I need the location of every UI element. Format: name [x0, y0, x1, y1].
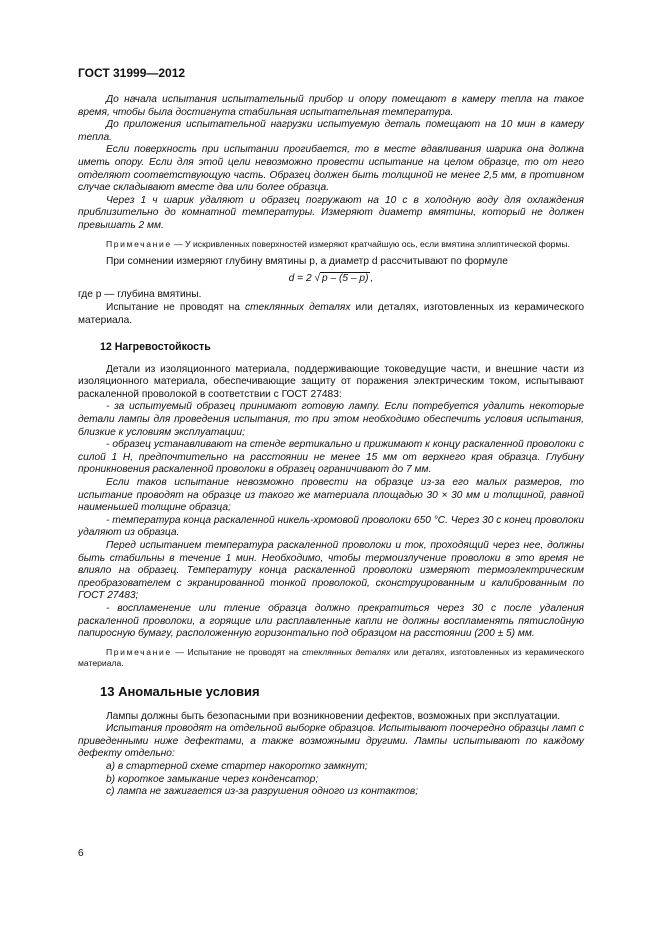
- text-run: Испытание не проводят на: [106, 301, 245, 313]
- paragraph: Детали из изоляционного материала, поддерживающие токоведущие части, и внешние части из изоляционного материала, обеспечивающие защиту от поражения электрическим током, испытывают раскаленной проволокой в соответствии с ГОСТ 27483:: [78, 363, 584, 400]
- formula-tail: ,: [370, 272, 374, 284]
- paragraph: Испытания проводят на отдельной выборке образцов. Испытывают поочередно образцы ламп с приведенными ниже дефектами, а также возможными другими. Лампы испытывают по каждому дефекту отдельно:: [78, 723, 584, 760]
- paragraph: где р — глубина вмятины.: [78, 289, 202, 301]
- note: [78, 647, 584, 670]
- paragraph: Лампы должны быть безопасными при возникновении дефектов, возможных при эксплуатации.: [106, 710, 561, 722]
- formula-lhs: d = 2: [288, 272, 312, 284]
- note-text: — У искривленных поверхностей измеряют кратчайшую ось, если вмятина эллиптической формы.: [174, 238, 570, 249]
- note-label: Примечание: [106, 646, 172, 657]
- section-heading: 12 Нагревостойкость: [100, 341, 211, 354]
- list-item: c) лампа не зажигается из-за разрушения одного из контактов;: [106, 786, 419, 798]
- list-item: - образец устанавливают на стенде вертикально и прижимают к концу раскаленной проволоки с силой 1 Н, предпочтительно на расстоянии не менее 15 мм от верхнего края образца. Глубину проникновения раскаленной проволоки в образец ограничивают до 7 мм.: [78, 439, 584, 476]
- text-run: стеклянных деталях: [244, 301, 351, 313]
- document-header: ГОСТ 31999—2012: [78, 66, 186, 80]
- list-item: - за испытуемый образец принимают готовую лампу. Если потребуется удалить некоторые детали лампы для проведения испытания, то при этом необходимо обеспечить условия испытания, близкие к условиям эксплуатации;: [78, 401, 584, 438]
- section-heading: 13 Аномальные условия: [100, 683, 260, 699]
- paragraph: Если поверхность при испытании прогибается, то в месте вдавливания шарика она должна иметь опору. Если для этой цели невозможно провести испытание на целом образце, то от него отделяют соответствующую часть. Образец должен быть толщиной не менее 2,5 мм, в противном случае складывают вместе два или более образца.: [78, 144, 584, 194]
- text-run: или деталях, изготовленных из керамического материала.: [78, 301, 584, 326]
- paragraph: До начала испытания испытательный прибор и опору помещают в камеру тепла на такое время, чтобы была достигнута стабильная испытательная температура.: [78, 94, 584, 118]
- note: [78, 239, 584, 251]
- paragraph: При сомнении измеряют глубину вмятины р, а диаметр d рассчитывают по формуле: [106, 256, 508, 268]
- list-item: - температура конца раскаленной никель-хромовой проволоки 650 °С. Через 30 с конец проволоки удаляют из образца.: [78, 514, 584, 539]
- list-item: b) короткое замыкание через конденсатор;: [106, 773, 319, 785]
- note-text: — Испытание не проводят на: [175, 646, 303, 657]
- paragraph: Перед испытанием температура раскаленной проволоки и ток, проходящий через нее, должны быть стабильны в течение 1 мин. Необходимо, чтобы термоизлучение проволоки в это время не влияло на образец. Температуру конца раскаленной проволоки измеряют термоэлектрическим преобразователем с экранированной тонкой проволокой, сконструированным и калиброванным по ГОСТ 27483;: [78, 540, 584, 602]
- note-text: или деталях, изготовленных из керамического материала.: [78, 646, 584, 669]
- list-item: - воспламенение или тление образца должно прекратиться через 30 с после удаления раскаленной проволоки, а горящие или расплавленные капли не должны воспламенять пятислойную папиросную бумагу, расположенную горизонтально под образцом на расстоянии (200 ± 5) мм.: [78, 602, 584, 640]
- paragraph: Через 1 ч шарик удаляют и образец погружают на 10 с в холодную воду для охлаждения приблизительно до комнатной температуры. Измеряют диаметр вмятины, который не должен превышать 2 мм.: [78, 194, 584, 231]
- paragraph: До приложения испытательной нагрузки испытуемую деталь помещают на 10 мин в камеру тепла.: [78, 119, 584, 143]
- paragraph: [78, 302, 584, 327]
- note-label: Примечание: [106, 238, 172, 249]
- formula-radicand: p – (5 – p): [322, 272, 369, 284]
- paragraph: Если таков испытание невозможно провести на образце из-за его малых размеров, то испытание проводят на образце из такого же материала площадью 30 × 30 мм и толщиной, равной наименьшей толщине образца;: [78, 477, 584, 514]
- formula: d = 2 √ p – (5 – p) ,: [288, 272, 374, 284]
- page-number: 6: [78, 848, 84, 859]
- list-item: а) в стартерной схеме стартер накоротко замкнут;: [106, 760, 368, 772]
- document-body: [78, 94, 584, 799]
- note-text: стеклянных деталях: [302, 646, 391, 657]
